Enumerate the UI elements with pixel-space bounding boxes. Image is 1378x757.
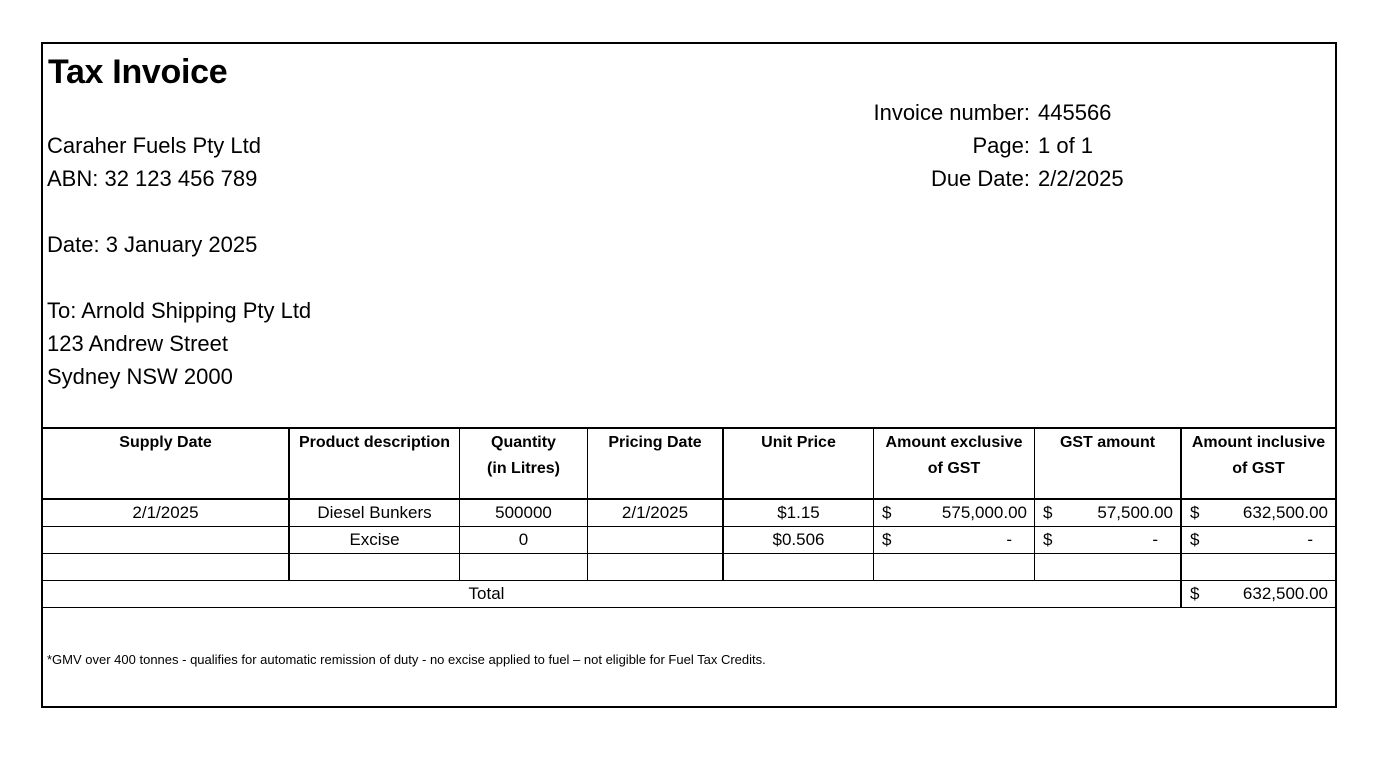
amount-exclusive-value: 575,000.00 [941,503,1027,522]
header-amount-inclusive-line2: of GST [1232,460,1285,477]
due-date-label: Due Date: [930,166,1030,191]
cell-empty [587,554,722,580]
seller-name: Caraher Fuels Pty Ltd [47,133,261,158]
cell-amount-inclusive [1180,527,1335,553]
cell-empty [1180,554,1335,580]
cell-pricing-date [587,527,722,553]
total-label: Total [468,584,505,603]
currency-symbol: $ [882,530,892,549]
currency-symbol: $ [1190,530,1200,549]
header-quantity-line2: (in Litres) [487,460,560,477]
cell-quantity: 0 [459,527,587,553]
header-product-description-label: Product description [298,434,451,451]
recipient-city: Sydney NSW 2000 [47,364,233,389]
header-quantity [459,429,587,498]
recipient-name: To: Arnold Shipping Pty Ltd [47,298,312,323]
invoice-table [43,427,1335,608]
cell-amount-exclusive [873,527,1034,553]
cell-gst-amount [1034,527,1180,553]
cell-amount-inclusive [1180,500,1335,526]
cell-empty [43,554,288,580]
currency-symbol: $ [882,503,892,522]
cell-unit-price: $0.506 [722,527,873,553]
recipient-street: 123 Andrew Street [47,331,229,356]
header-quantity-line1: Quantity [491,434,556,451]
header-supply-date-label: Supply Date [119,434,212,451]
invoice-date: Date: 3 January 2025 [47,232,258,257]
invoice-number-row [43,99,1335,127]
cell-pricing-date: 2/1/2025 [587,500,722,526]
currency-symbol: $ [1043,503,1053,522]
tax-invoice [41,42,1337,708]
amount-inclusive-value: - [1307,530,1313,549]
total-amount-value: 632,500.00 [1242,584,1328,603]
page-value: 1 of 1 [1038,133,1094,158]
amount-exclusive-value: - [1006,530,1012,549]
header-pricing-date [587,429,722,498]
cell-supply-date: 2/1/2025 [132,503,199,522]
gst-amount-value: 57,500.00 [1097,503,1173,522]
cell-empty [459,554,587,580]
table-row [43,500,1335,527]
table-row [43,527,1335,554]
cell-amount-exclusive [873,500,1034,526]
seller-abn: ABN: 32 123 456 789 [47,166,258,191]
header-product-description [288,429,459,498]
header-amount-inclusive [1180,429,1335,498]
header-gst-amount [1034,429,1180,498]
cell-product: Diesel Bunkers [288,500,459,526]
currency-symbol: $ [1190,584,1200,603]
header-amount-exclusive [873,429,1034,498]
header-unit-price-label: Unit Price [761,434,836,451]
cell-gst-amount [1034,500,1180,526]
table-header-row [43,429,1335,500]
footnote: *GMV over 400 tonnes - qualifies for automatic remission of duty - no excise applied to fuel – not eligible for Fuel Tax Credits. [47,652,766,667]
header-unit-price [722,429,873,498]
cell-quantity: 500000 [459,500,587,526]
invoice-number-label: Invoice number: [873,100,1030,125]
table-row-empty [43,554,1335,581]
currency-symbol: $ [1043,530,1053,549]
amount-inclusive-value: 632,500.00 [1242,503,1328,522]
header-amount-inclusive-line1: Amount inclusive [1191,434,1326,451]
gst-amount-value: - [1152,530,1158,549]
header-pricing-date-label: Pricing Date [608,434,702,451]
currency-symbol: $ [1190,503,1200,522]
invoice-number-value: 445566 [1038,100,1112,125]
table-total-row [43,581,1335,608]
header-supply-date [43,429,288,498]
page-label: Page: [972,133,1030,158]
cell-product: Excise [288,527,459,553]
cell-supply-date [43,527,288,553]
due-date-value: 2/2/2025 [1038,166,1124,191]
header-amount-exclusive-line1: Amount exclusive [885,434,1023,451]
header-gst-amount-label: GST amount [1059,434,1156,451]
cell-unit-price: $1.15 [722,500,873,526]
header-amount-exclusive-line2: of GST [927,460,981,477]
cell-empty [873,554,1034,580]
invoice-title: Tax Invoice [48,53,228,91]
cell-empty [722,554,873,580]
cell-total-amount [1180,581,1335,607]
cell-empty [288,554,459,580]
cell-empty [1034,554,1180,580]
